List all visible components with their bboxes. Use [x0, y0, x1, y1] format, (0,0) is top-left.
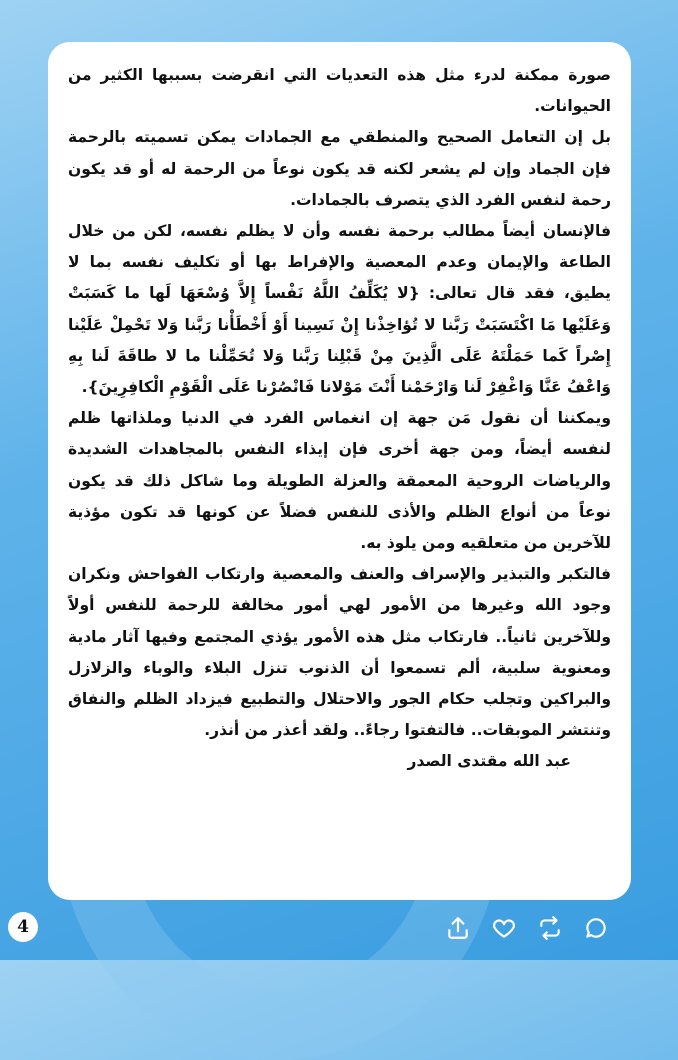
share-icon[interactable]	[445, 915, 471, 941]
paragraph: صورة ممكنة لدرء مثل هذه التعديات التي انقرضت بسببها الكثير من الحيوانات.	[68, 66, 611, 116]
paragraph: بل إن التعامل الصحيح والمنطقي مع الجمادات يمكن تسميته بالرحمة فإن الجماد وإن لم يشعر لكنه قد يكون نوعاً من الرحمة له أو قد يكون رحمة لنفس الفرد الذي يتصرف بالجمادات.	[68, 128, 611, 209]
action-bar	[445, 913, 609, 943]
page-number-badge: 4	[8, 912, 38, 942]
body-text	[68, 60, 611, 746]
repost-icon[interactable]	[537, 915, 563, 941]
page-card	[48, 42, 631, 900]
comment-icon[interactable]	[583, 915, 609, 941]
paragraph: فالإنسان أيضاً مطالب برحمة نفسه وأن لا يظلم نفسه، لكن من خلال الطاعة والإيمان وعدم المعصية والإفراط بها أو تكليف نفسه بما لا يطيق، فقد قال تعالى: {لا يُكَلِّفُ اللَّهُ نَفْساً إِلاَّ وُسْعَهَا لَها ما كَسَبَتْ وَعَلَيْها مَا اكْتَسَبَتْ رَبَّنا لا تُؤاخِذْنا إِنْ نَسِينا أَوْ أَخْطَأْنا رَبَّنا وَلا تَحْمِلْ عَلَيْنا إِصْراً كَما حَمَلْتَهُ عَلَى الَّذِينَ مِنْ قَبْلِنا رَبَّنا وَلا تُحَمِّلْنا ما لا طاقَةَ لَنا بِهِ وَاعْفُ عَنَّا وَاغْفِرْ لَنا وَارْحَمْنا أَنْتَ مَوْلانا فَانْصُرْنا عَلَى الْقَوْمِ الْكافِرِينَ}.	[68, 222, 611, 397]
signature: عبد الله مقتدى الصدر	[407, 752, 571, 771]
paragraph: فالتكبر والتبذير والإسراف والعنف والمعصية وارتكاب الفواحش ونكران وجود الله وغيرها من الأمور لهي أمور مخالفة للرحمة للنفس أولاً وللآخرين ثانياً.. فارتكاب مثل هذه الأمور يؤذي المجتمع وفيها آثار مادية ومعنوية سلبية، ألم تسمعوا أن الذنوب تنزل البلاء والوباء والزلازل والبراكين وتجلب حكام الجور والاحتلال والتطبيع فيزداد الظلم والنفاق وتنتشر الموبقات.. فالتفتوا رجاءً.. ولقد أعذر من أنذر.	[68, 565, 611, 740]
paragraph: ويمكننا أن نقول مَن جهة إن انغماس الفرد في الدنيا وملذاتها ظلم لنفسه أيضاً، ومن جهة أخرى فإن إيذاء النفس بالمجاهدات الشديدة والرياضات الروحية المعمقة والعزلة الطويلة وما شاكل ذلك قد يكون نوعاً من أنواع الظلم والأذى للنفس فضلاً عن كونها قد تكون مؤذية للآخرين من متعلقيه ومن يلوذ به.	[68, 409, 611, 553]
heart-icon[interactable]	[491, 915, 517, 941]
